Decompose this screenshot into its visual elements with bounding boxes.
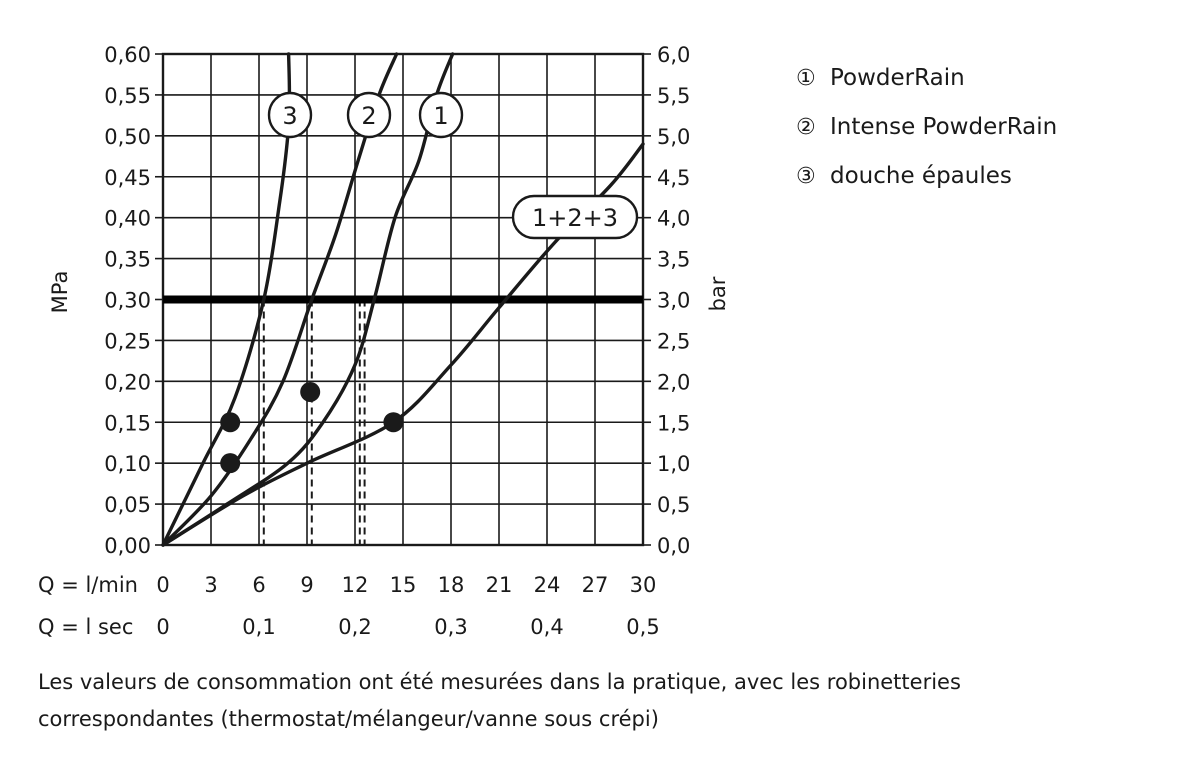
y-right-tick-label: 4,5 (657, 165, 691, 190)
x-axis-row1-tick-label: 27 (581, 573, 609, 597)
x-axis-row1-tick-label: 24 (533, 573, 561, 597)
y-left-tick-label: 0,05 (104, 493, 151, 518)
x-axis-row2-tick-label: 0,1 (242, 615, 276, 639)
series-label-text: 3 (282, 102, 298, 130)
y-left-tick-label: 0,35 (104, 247, 151, 272)
legend-item-powderrain (796, 54, 1057, 103)
y-left-tick-label: 0,55 (104, 83, 151, 108)
x-axis-row2-tick-label: 0 (156, 615, 170, 639)
legend (796, 54, 1057, 201)
y-left-tick-label: 0,00 (104, 534, 151, 558)
y-left-tick-label: 0,10 (104, 452, 151, 477)
x-axis-row1-tick-label: 12 (341, 573, 369, 597)
x-axis-row2-tick-label: 0,4 (530, 615, 564, 639)
y-right-tick-label: 0,0 (657, 534, 691, 558)
y-left-tick-label: 0,30 (104, 288, 151, 313)
legend-label-3: douche épaules (830, 163, 1012, 189)
x-axis-row1-tick-label: 0 (156, 573, 170, 597)
y-right-tick-label: 1,5 (657, 411, 691, 436)
series-label-text: 2 (361, 102, 377, 130)
y-right-tick-label: 2,0 (657, 370, 691, 395)
x-axis-row2-tick-label: 0,2 (338, 615, 372, 639)
x-axis-row2-tick-label: 0,5 (626, 615, 660, 639)
y-right-tick-label: 2,5 (657, 329, 691, 354)
operating-point (383, 412, 403, 432)
y-left-tick-label: 0,15 (104, 411, 151, 436)
series-label-text: 1+2+3 (531, 204, 619, 232)
y-left-tick-label: 0,40 (104, 206, 151, 231)
y-right-tick-label: 6,0 (657, 43, 691, 67)
legend-marker-1: ① (796, 66, 816, 91)
y-left-axis-title: MPa (48, 270, 72, 314)
x-axis-row1-tick-label: 18 (437, 573, 465, 597)
y-left-tick-label: 0,50 (104, 124, 151, 149)
x-axis-row2-tick-label: 0,3 (434, 615, 468, 639)
x-axis-row1-tick-label: 3 (204, 573, 218, 597)
legend-marker-3: ③ (796, 164, 816, 189)
y-right-tick-label: 5,5 (657, 83, 691, 108)
legend-marker-2: ② (796, 115, 816, 140)
legend-label-1: PowderRain (830, 65, 965, 91)
series-label-text: 1 (433, 102, 449, 130)
legend-item-intense-powderrain (796, 103, 1057, 152)
legend-item-douche-epaules (796, 152, 1057, 201)
footnote-line-1: Les valeurs de consommation ont été mesurées dans la pratique, avec les robinetteries (38, 670, 961, 694)
footnote (38, 664, 961, 738)
x-axis-row2-title: Q = l sec (38, 615, 134, 639)
y-right-tick-label: 4,0 (657, 206, 691, 231)
legend-label-2: Intense PowderRain (830, 114, 1058, 140)
operating-point (300, 382, 320, 402)
y-left-tick-label: 0,25 (104, 329, 151, 354)
operating-point (220, 453, 240, 473)
y-right-tick-label: 3,0 (657, 288, 691, 313)
y-right-tick-label: 5,0 (657, 124, 691, 149)
y-right-tick-label: 0,5 (657, 493, 691, 518)
x-axis-row1-tick-label: 9 (300, 573, 314, 597)
y-right-tick-label: 1,0 (657, 452, 691, 477)
x-axis-row1-tick-label: 21 (485, 573, 513, 597)
footnote-line-2: correspondantes (thermostat/mélangeur/vanne sous crépi) (38, 707, 659, 731)
y-left-tick-label: 0,20 (104, 370, 151, 395)
x-axis-row1-title: Q = l/min (38, 573, 138, 597)
y-left-tick-label: 0,45 (104, 165, 151, 190)
x-axis-row1-tick-label: 30 (629, 573, 657, 597)
y-right-axis-title: bar (706, 276, 730, 312)
operating-point (220, 412, 240, 432)
y-left-tick-label: 0,60 (104, 43, 151, 67)
x-axis-row1-tick-label: 6 (252, 573, 266, 597)
x-axis-row1-tick-label: 15 (389, 573, 417, 597)
y-right-tick-label: 3,5 (657, 247, 691, 272)
